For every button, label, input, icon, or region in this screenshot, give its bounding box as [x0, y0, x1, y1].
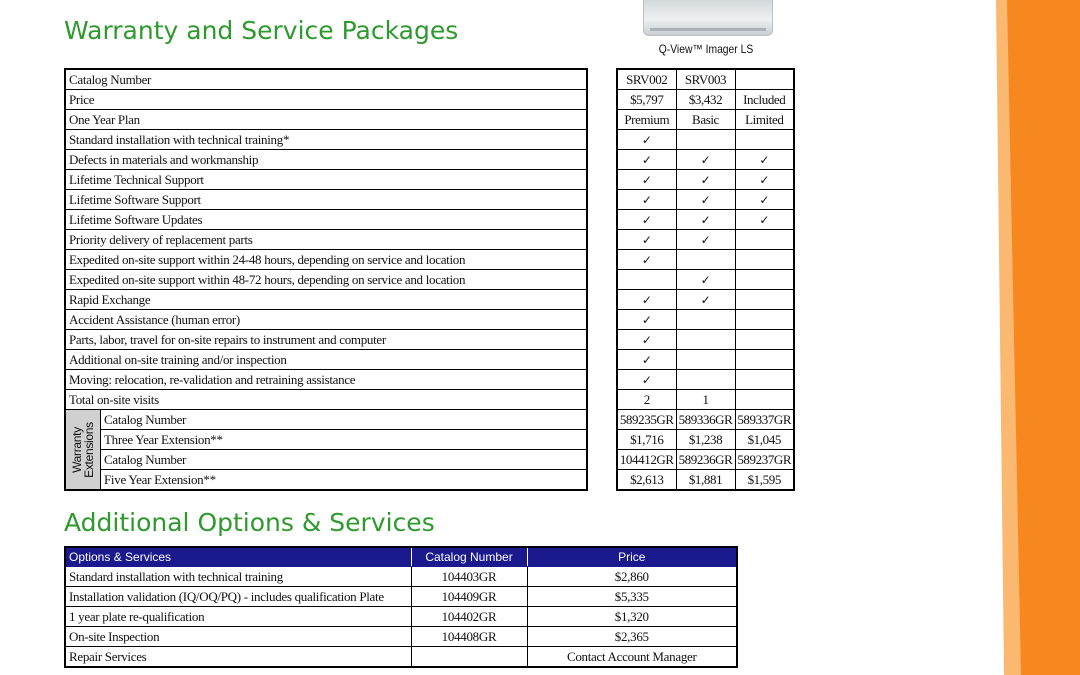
package-cell: SRV002 [617, 69, 676, 90]
package-cell [735, 130, 794, 150]
table-row [65, 110, 587, 130]
package-cell: $1,716 [617, 430, 676, 450]
check-icon: ✓ [617, 150, 676, 170]
package-cell: 589336GR [676, 410, 735, 430]
package-cell: $5,797 [617, 90, 676, 110]
feature-label: Lifetime Technical Support [65, 170, 587, 190]
orange-side-bar [970, 0, 1080, 675]
extension-label: Catalog Number [101, 450, 588, 470]
package-cell [735, 69, 794, 90]
table-row [617, 230, 794, 250]
option-price: $2,860 [527, 567, 737, 587]
options-header-service: Options & Services [65, 547, 411, 567]
package-cell: SRV003 [676, 69, 735, 90]
table-row [65, 450, 587, 470]
package-cell: $2,613 [617, 470, 676, 491]
table-row [65, 69, 587, 90]
check-icon: ✓ [735, 210, 794, 230]
table-row [617, 150, 794, 170]
check-icon: ✓ [617, 350, 676, 370]
package-cell [735, 390, 794, 410]
table-row [65, 130, 587, 150]
option-service: On-site Inspection [65, 627, 411, 647]
option-price: $1,320 [527, 607, 737, 627]
feature-label: Price [65, 90, 587, 110]
package-cell: 104412GR [617, 450, 676, 470]
option-service: 1 year plate re-qualification [65, 607, 411, 627]
package-cell [735, 350, 794, 370]
table-row [65, 90, 587, 110]
check-icon: ✓ [617, 170, 676, 190]
options-header-price: Price [527, 547, 737, 567]
table-row [617, 270, 794, 290]
check-icon: ✓ [617, 250, 676, 270]
table-row [617, 410, 794, 430]
table-row [617, 210, 794, 230]
table-row [617, 190, 794, 210]
warranty-section-title: Warranty and Service Packages [64, 16, 459, 45]
check-icon: ✓ [735, 170, 794, 190]
table-row [617, 110, 794, 130]
table-row [65, 430, 587, 450]
table-row [65, 627, 737, 647]
table-row [617, 450, 794, 470]
table-row [617, 390, 794, 410]
options-header-row [65, 547, 737, 567]
check-icon: ✓ [676, 210, 735, 230]
check-icon: ✓ [617, 330, 676, 350]
package-cell [735, 250, 794, 270]
feature-label: Total on-site visits [65, 390, 587, 410]
feature-label: Accident Assistance (human error) [65, 310, 587, 330]
option-service: Repair Services [65, 647, 411, 668]
option-price: $2,365 [527, 627, 737, 647]
table-row [617, 430, 794, 450]
package-cell: Premium [617, 110, 676, 130]
options-services-table [64, 546, 738, 668]
feature-label: Parts, labor, travel for on-site repairs to instrument and computer [65, 330, 587, 350]
check-icon: ✓ [617, 310, 676, 330]
table-row [65, 410, 587, 430]
table-row [65, 270, 587, 290]
warranty-features-table [64, 68, 588, 491]
table-row [617, 470, 794, 491]
check-icon: ✓ [617, 210, 676, 230]
check-icon: ✓ [676, 190, 735, 210]
check-icon: ✓ [617, 370, 676, 390]
package-cell [735, 270, 794, 290]
feature-label: Lifetime Software Updates [65, 210, 587, 230]
feature-label: Catalog Number [65, 69, 587, 90]
check-icon: ✓ [617, 130, 676, 150]
option-service: Installation validation (IQ/OQ/PQ) - includes qualification Plate [65, 587, 411, 607]
extension-label: Catalog Number [101, 410, 588, 430]
feature-label: Moving: relocation, re-validation and retraining assistance [65, 370, 587, 390]
package-cell: Limited [735, 110, 794, 130]
additional-section-title: Additional Options & Services [64, 508, 435, 537]
option-catalog: 104402GR [411, 607, 527, 627]
package-cell: $1,045 [735, 430, 794, 450]
package-cell: $1,881 [676, 470, 735, 491]
table-row [65, 250, 587, 270]
package-cell [676, 130, 735, 150]
table-row [65, 310, 587, 330]
package-cell: 589236GR [676, 450, 735, 470]
table-row [617, 90, 794, 110]
package-cell: 589235GR [617, 410, 676, 430]
package-cell [676, 370, 735, 390]
package-cell: Included [735, 90, 794, 110]
table-row [65, 190, 587, 210]
product-caption: Q-View™ Imager LS [658, 42, 754, 56]
package-cell [676, 350, 735, 370]
check-icon: ✓ [735, 190, 794, 210]
table-row [617, 330, 794, 350]
table-row [65, 210, 587, 230]
package-cell [617, 270, 676, 290]
warranty-extensions-label [65, 410, 101, 491]
check-icon: ✓ [676, 150, 735, 170]
feature-label: One Year Plan [65, 110, 587, 130]
option-service: Standard installation with technical training [65, 567, 411, 587]
option-catalog: 104409GR [411, 587, 527, 607]
check-icon: ✓ [617, 230, 676, 250]
table-row [65, 567, 737, 587]
package-cell: 589337GR [735, 410, 794, 430]
table-row [65, 587, 737, 607]
table-row [65, 390, 587, 410]
feature-label: Standard installation with technical training* [65, 130, 587, 150]
table-row [617, 250, 794, 270]
feature-label: Expedited on-site support within 48-72 hours, depending on service and location [65, 270, 587, 290]
option-price: $5,335 [527, 587, 737, 607]
check-icon: ✓ [676, 170, 735, 190]
package-cell [735, 230, 794, 250]
options-header-catalog: Catalog Number [411, 547, 527, 567]
package-cell: 589237GR [735, 450, 794, 470]
package-cell [735, 330, 794, 350]
check-icon: ✓ [617, 190, 676, 210]
warranty-extensions-line1: Warranty [70, 426, 84, 473]
warranty-extensions-text [71, 422, 95, 478]
table-row [617, 130, 794, 150]
table-row [617, 69, 794, 90]
table-row [65, 607, 737, 627]
package-cell: 1 [676, 390, 735, 410]
package-cell [676, 310, 735, 330]
feature-label: Defects in materials and workmanship [65, 150, 587, 170]
table-row [65, 647, 737, 668]
table-row [65, 370, 587, 390]
table-row [65, 150, 587, 170]
table-row [617, 350, 794, 370]
check-icon: ✓ [735, 150, 794, 170]
extension-label: Three Year Extension** [101, 430, 588, 450]
feature-label: Lifetime Software Support [65, 190, 587, 210]
option-price: Contact Account Manager [527, 647, 737, 668]
check-icon: ✓ [617, 290, 676, 310]
table-row [65, 230, 587, 250]
package-cell [735, 370, 794, 390]
feature-label: Expedited on-site support within 24-48 hours, depending on service and location [65, 250, 587, 270]
table-row [65, 330, 587, 350]
package-cell: $1,238 [676, 430, 735, 450]
feature-label: Rapid Exchange [65, 290, 587, 310]
option-catalog: 104408GR [411, 627, 527, 647]
package-cell: Basic [676, 110, 735, 130]
check-icon: ✓ [676, 290, 735, 310]
warranty-extensions-line2: Extensions [82, 421, 96, 478]
table-row [65, 470, 587, 491]
check-icon: ✓ [676, 230, 735, 250]
warranty-packages-table [616, 68, 795, 491]
table-row [617, 370, 794, 390]
table-row [65, 350, 587, 370]
option-catalog [411, 647, 527, 668]
check-icon: ✓ [676, 270, 735, 290]
package-cell: $3,432 [676, 90, 735, 110]
extension-label: Five Year Extension** [101, 470, 588, 491]
option-catalog: 104403GR [411, 567, 527, 587]
table-row [617, 310, 794, 330]
table-row [65, 170, 587, 190]
package-cell: $1,595 [735, 470, 794, 491]
table-row [617, 290, 794, 310]
package-cell [676, 250, 735, 270]
feature-label: Priority delivery of replacement parts [65, 230, 587, 250]
table-row [65, 290, 587, 310]
package-cell [676, 330, 735, 350]
package-cell [735, 290, 794, 310]
feature-label: Additional on-site training and/or inspection [65, 350, 587, 370]
product-image [643, 0, 773, 36]
package-cell: 2 [617, 390, 676, 410]
table-row [617, 170, 794, 190]
package-cell [735, 310, 794, 330]
